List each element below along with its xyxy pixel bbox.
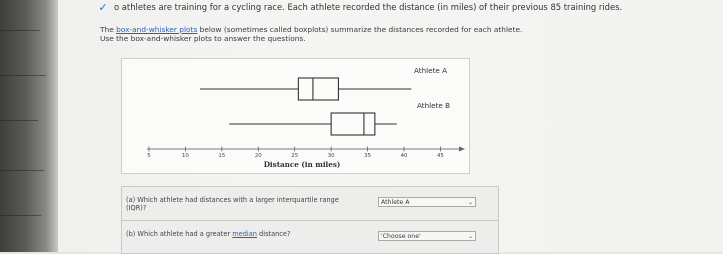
question-b-row bbox=[121, 220, 499, 254]
x-tick-label-30: 30 bbox=[327, 153, 335, 159]
x-tick-label-10: 10 bbox=[181, 153, 189, 159]
x-tick-label-25: 25 bbox=[291, 153, 299, 159]
x-tick-label-20: 20 bbox=[254, 153, 262, 159]
median-link[interactable]: median bbox=[232, 230, 257, 238]
athlete-a-label: Athlete A bbox=[414, 66, 448, 75]
description-line-2: Use the box-and-whisker plots to answer the questions. bbox=[100, 34, 306, 43]
chevron-down-icon: ⌄ bbox=[467, 233, 473, 240]
question-a-row bbox=[121, 186, 499, 221]
background-edge bbox=[0, 0, 58, 252]
x-axis-title: Distance (in miles) bbox=[263, 160, 341, 169]
question-a-text: (a) Which athlete had distances with a larger interquartile range (IQR)? bbox=[126, 196, 339, 212]
athlete-b-label: Athlete B bbox=[417, 101, 451, 110]
x-tick-label-40: 40 bbox=[400, 153, 408, 159]
question-a-selected: Athlete A bbox=[381, 199, 410, 206]
boxplot-chart bbox=[121, 58, 470, 174]
x-tick-label-15: 15 bbox=[218, 153, 226, 159]
chevron-down-icon[interactable]: ✓ bbox=[98, 1, 108, 14]
chevron-down-icon: ⌄ bbox=[467, 199, 473, 206]
x-tick-label-35: 35 bbox=[364, 153, 372, 159]
boxplot-link[interactable]: box-and-whisker plots bbox=[116, 25, 198, 34]
question-b-text: (b) Which athlete had a greater median distance? bbox=[126, 230, 291, 238]
x-tick-label-45: 45 bbox=[436, 153, 444, 159]
question-b-select[interactable] bbox=[378, 231, 476, 241]
boxplot-svg bbox=[122, 59, 469, 173]
question-b-selected: 'Choose one' bbox=[381, 233, 421, 240]
description-line-1: The box-and-whisker plots below (sometimes called boxplots) summarize the distances recorded for each athlete. bbox=[100, 25, 523, 34]
athlete-b-box bbox=[331, 113, 375, 135]
athlete-a-box bbox=[298, 78, 338, 100]
x-axis-arrow bbox=[459, 147, 465, 152]
x-tick-label-5: 5 bbox=[147, 153, 151, 159]
question-a-select[interactable] bbox=[378, 197, 476, 207]
intro-text: o athletes are training for a cycling race. Each athlete recorded the distance (in miles) of their previous 85 training rides. bbox=[114, 2, 623, 12]
